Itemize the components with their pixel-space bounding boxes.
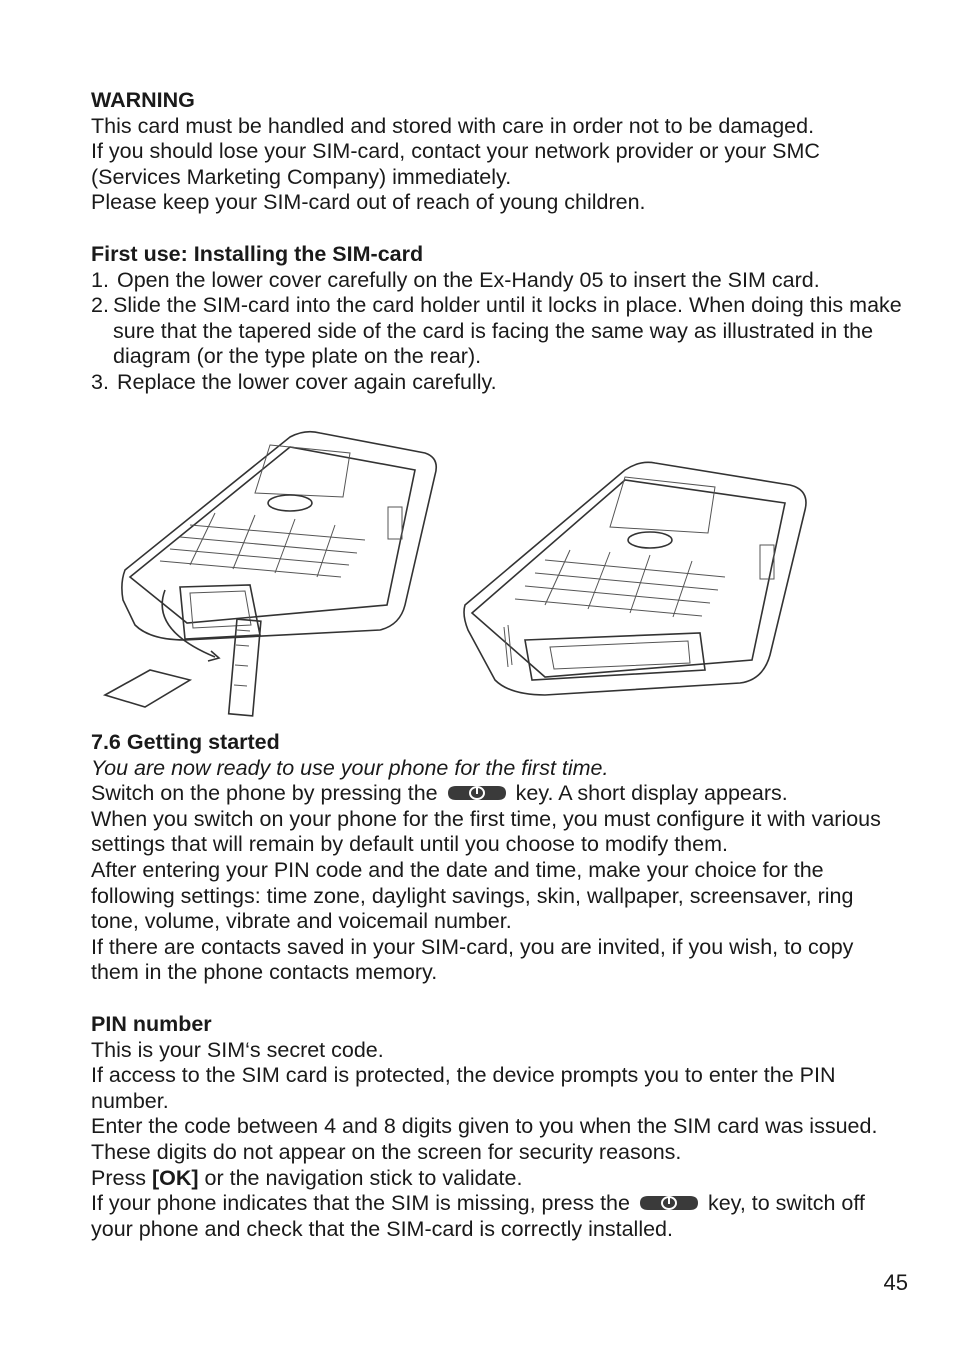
pin-line-1: This is your SIM‘s secret code. [91, 1037, 384, 1062]
pin-missing-after: key, to switch off your phone and check that the SIM-card is correctly installed. [91, 1191, 865, 1241]
phone-sim-installation-illustration [95, 425, 825, 725]
pin-line-2: If access to the SIM card is protected, the device prompts you to enter the PIN number. [91, 1063, 836, 1113]
pin-section [91, 1012, 906, 1242]
warning-section [91, 88, 911, 216]
illustration-svg [95, 425, 825, 725]
pin-press-line [91, 1166, 906, 1192]
first-use-heading: First use: Installing the SIM-card [91, 242, 424, 266]
getting-started-section [91, 730, 906, 986]
step-2-number: 2. [91, 293, 109, 318]
step-1-text: Open the lower cover carefully on the Ex-Handy 05 to insert the SIM card. [117, 267, 820, 292]
pin-missing-line [91, 1191, 906, 1242]
pin-line-3: Enter the code between 4 and 8 digits given to you when the SIM card was issued. These digits do not appear on the screen for security reasons. [91, 1114, 878, 1164]
getting-started-heading: 7.6 Getting started [91, 730, 280, 754]
first-use-section [91, 242, 911, 396]
pin-press-before: Press [91, 1165, 146, 1190]
getting-started-intro: You are now ready to use your phone for the first time. [91, 755, 609, 780]
ok-key-label: [OK] [151, 1165, 199, 1190]
step-1 [91, 268, 911, 294]
warning-heading: WARNING [91, 88, 195, 112]
step-3 [91, 370, 911, 396]
step-2 [91, 293, 911, 370]
step-2-text: Slide the SIM-card into the card holder until it locks in place. When doing this make sure that the tapered side of the card is facing the same way as illustrated in the diagram (or the type plate on the rear). [113, 293, 902, 369]
warning-line-1: This card must be handled and stored with care in order not to be damaged. [91, 113, 815, 138]
power-key-icon [446, 783, 508, 803]
getting-started-para-3: If there are contacts saved in your SIM-card, you are invited, if you wish, to copy them in the phone contacts memory. [91, 934, 854, 985]
step-3-number: 3. [91, 369, 109, 394]
getting-started-para-2: After entering your PIN code and the date and time, make your choice for the following settings: time zone, daylight savings, skin, wallpaper, screensaver, ring tone, volume, vibrate and voicemail number. [91, 857, 854, 934]
power-key-icon [638, 1193, 700, 1213]
phone-closed-cover-drawing [464, 462, 806, 695]
warning-line-2: If you should lose your SIM-card, contact your network provider or your SMC (Services Marketing Company) immediately. [91, 139, 820, 189]
switch-on-line [91, 781, 906, 807]
pin-missing-before: If your phone indicates that the SIM is missing, press the [91, 1191, 630, 1216]
switch-on-text-after: key. A short display appears. [515, 781, 788, 806]
getting-started-para-1: When you switch on your phone for the first time, you must configure it with various settings that will remain by default until you choose to modify them. [91, 806, 881, 857]
pin-press-after: or the navigation stick to validate. [204, 1165, 523, 1190]
warning-line-3: Please keep your SIM-card out of reach of young children. [91, 190, 646, 215]
switch-on-text-before: Switch on the phone by pressing the [91, 781, 438, 806]
phone-open-cover-drawing [105, 432, 436, 716]
pin-heading: PIN number [91, 1012, 212, 1036]
step-1-number: 1. [91, 267, 109, 292]
step-3-text: Replace the lower cover again carefully. [117, 369, 497, 394]
page-number: 45 [883, 1270, 908, 1295]
